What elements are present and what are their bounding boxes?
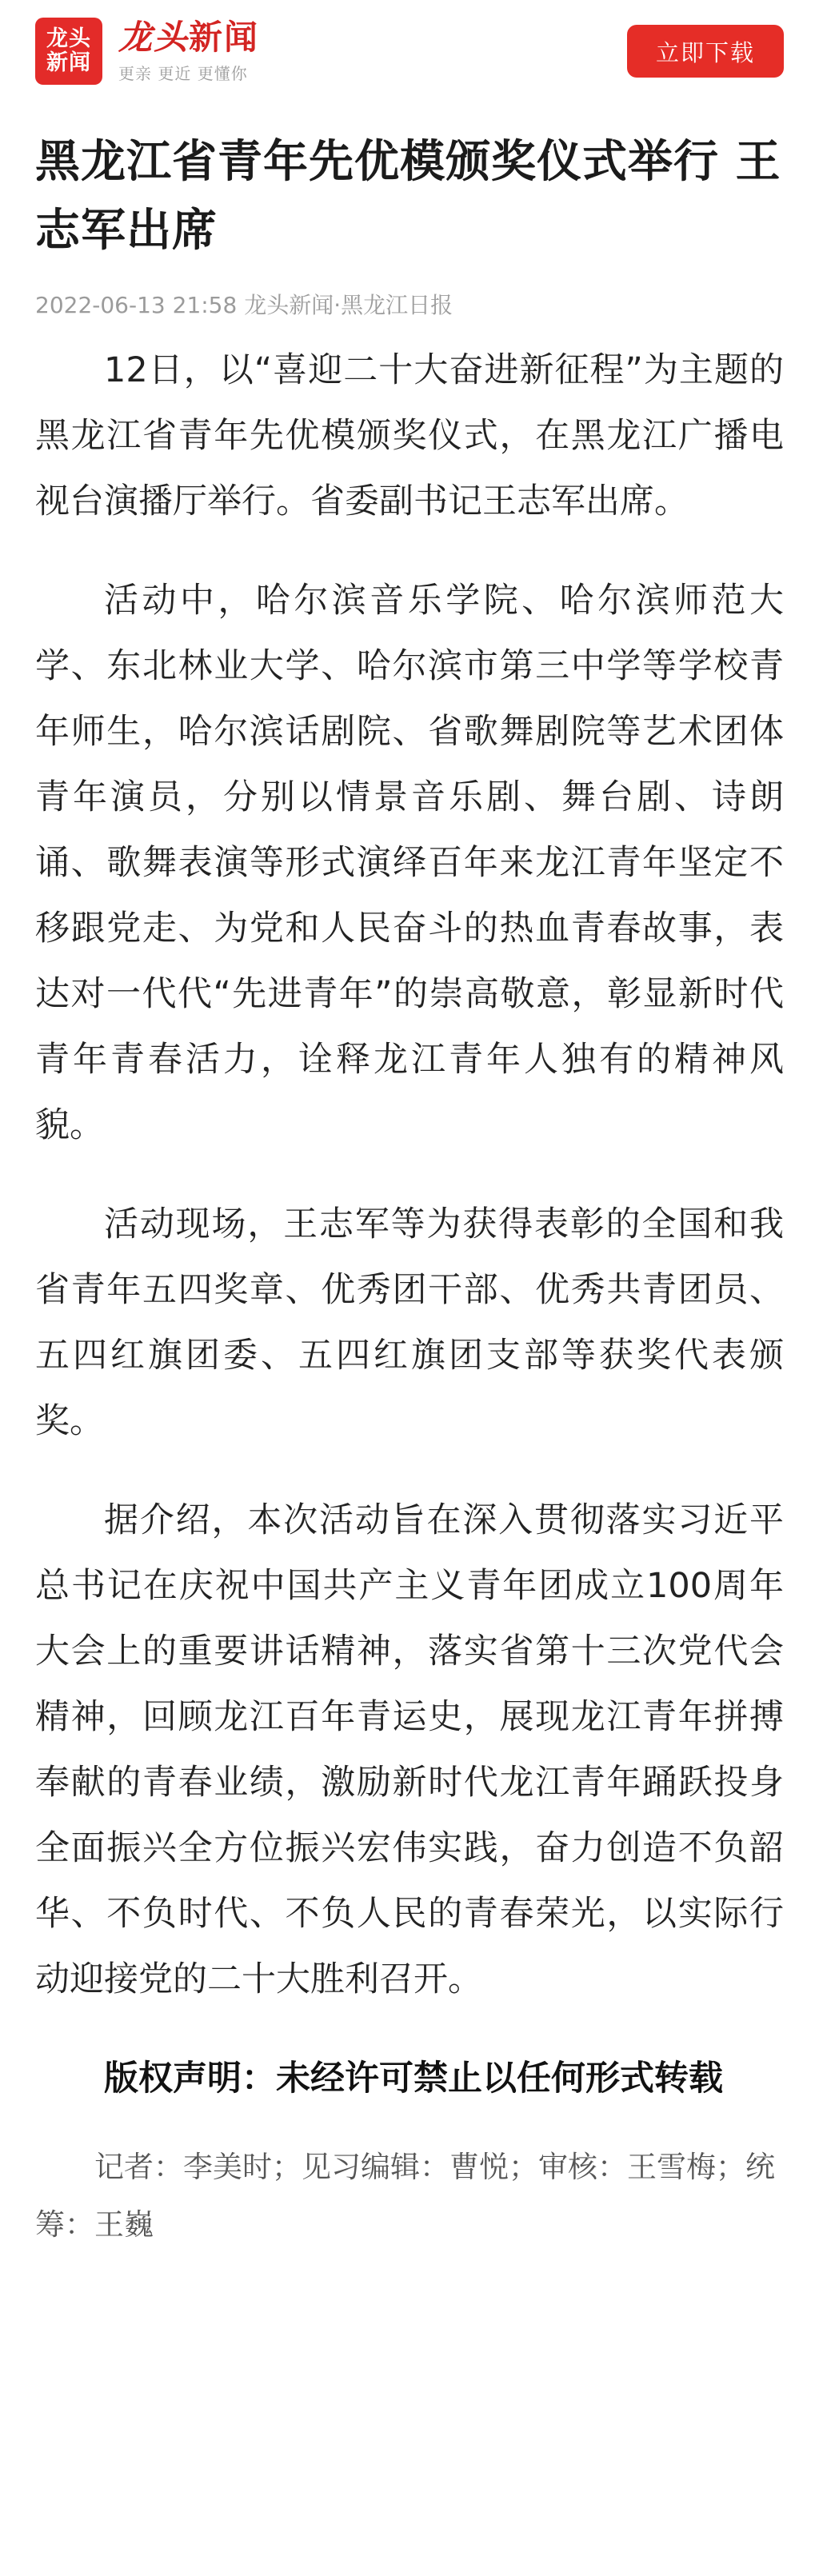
article-credits: 记者：李美时；见习编辑：曹悦；审核：王雪梅；统筹：王巍 bbox=[35, 2150, 775, 2242]
brand-name-part-a: 龙头 bbox=[118, 18, 190, 58]
article-paragraph: 活动中，哈尔滨音乐学院、哈尔滨师范大学、东北林业大学、哈尔滨市第三中学等学校青年师生，哈尔滨话剧院、省歌舞剧院等艺术团体青年演员，分别以情景音乐剧、舞台剧、诗朗诵、歌舞表演等形式演绎百年来龙江青年坚定不移跟党走、为党和人民奋斗的热血青春故事，表达对一代代“先进青年”的崇高敬意，彰显新时代青年青春活力，诠释龙江青年人独有的精神风貌。 bbox=[35, 581, 784, 1145]
article-paragraph: 活动现场，王志军等为获得表彰的全国和我省青年五四奖章、优秀团干部、优秀共青团员、五四红旗团委、五四红旗团支部等获奖代表颁奖。 bbox=[35, 1204, 784, 1441]
brand-slogan: 更亲 更近 更懂你 bbox=[118, 63, 248, 83]
article-meta: 2022-06-13 21:58 龙头新闻·黑龙江日报 bbox=[35, 292, 453, 318]
brand-name bbox=[118, 18, 259, 57]
logo-line-1: 龙头 bbox=[46, 26, 91, 52]
app-header bbox=[0, 0, 819, 102]
brand-text bbox=[118, 18, 259, 83]
article-body bbox=[35, 337, 784, 2254]
article-paragraph: 据介绍，本次活动旨在深入贯彻落实习近平总书记在庆祝中国共产主义青年团成立100周年大会上的重要讲话精神，落实省第十三次党代会精神，回顾龙江百年青运史，展现龙江青年拼搏奉献的青春业绩，激励新时代龙江青年踊跃投身全面振兴全方位振兴宏伟实践，奋力创造不负韶华、不负时代、不负人民的青春荣光，以实际行动迎接党的二十大胜利召开。 bbox=[35, 1500, 784, 1999]
article-title: 黑龙江省青年先优模颁奖仪式举行 王志军出席 bbox=[35, 136, 781, 257]
copyright-notice: 版权声明：未经许可禁止以任何形式转载 bbox=[104, 2059, 723, 2099]
article-paragraph: 12日，以“喜迎二十大奋进新征程”为主题的黑龙江省青年先优模颁奖仪式，在黑龙江广播电视台演播厅举行。省委副书记王志军出席。 bbox=[35, 350, 784, 521]
brand-name-part-b: 新闻 bbox=[189, 18, 260, 58]
download-button[interactable]: 立即下载 bbox=[627, 25, 784, 78]
app-logo bbox=[35, 18, 102, 85]
logo-line-2: 新闻 bbox=[46, 50, 91, 75]
brand[interactable] bbox=[35, 18, 259, 85]
